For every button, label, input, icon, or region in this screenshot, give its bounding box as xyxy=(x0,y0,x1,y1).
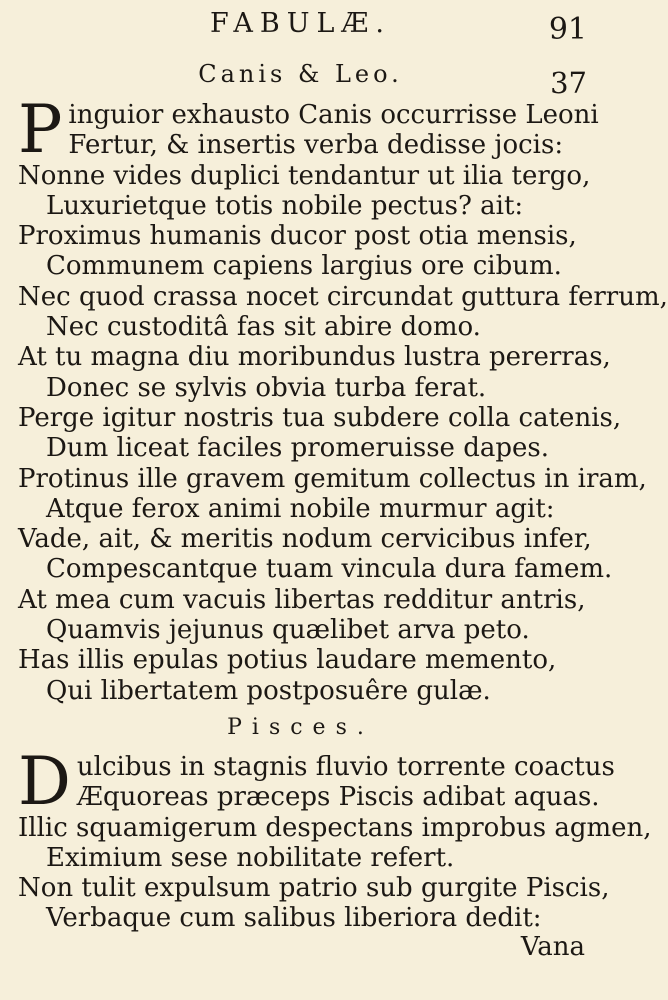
fable-title: Pisces. xyxy=(227,715,374,740)
poem-line: Non tulit expulsum patrio sub gurgite Piscis, xyxy=(18,873,610,904)
poem-line: Atque ferox animi nobile murmur agit: xyxy=(46,493,555,524)
poem-line: Fertur, & insertis verba dedisse jocis: xyxy=(68,130,564,161)
poem-line: Æquoreas præceps Piscis adibat aquas. xyxy=(76,782,600,813)
catchword: Vana xyxy=(520,932,585,962)
poem-line: inguior exhausto Canis occurrisse Leoni xyxy=(68,100,599,130)
poem-line: At tu magna diu moribundus lustra pererras, xyxy=(18,342,611,373)
poem-line: Has illis epulas potius laudare memento, xyxy=(18,645,557,676)
drop-cap: D xyxy=(18,743,71,820)
fable-title: Canis & Leo. xyxy=(198,60,403,88)
poem-line: Illic squamigerum despectans improbus agmen, xyxy=(18,812,652,843)
page-number: 91 xyxy=(548,12,587,47)
poem-line: Vade, ait, & meritis nodum cervicibus infer, xyxy=(18,524,592,555)
poem-line: ulcibus in stagnis fluvio torrente coactus xyxy=(76,752,615,782)
running-head: FABULÆ. xyxy=(209,8,392,39)
poem-line: Communem capiens largius ore cibum. xyxy=(46,251,562,282)
poem-line: Luxurietque totis nobile pectus? ait: xyxy=(46,190,524,221)
fable-poem xyxy=(18,91,668,706)
poem-line: Nec quod crassa nocet circundat guttura ferrum, xyxy=(18,281,668,312)
poem-line: At mea cum vacuis libertas redditur antris, xyxy=(18,584,586,615)
poem-line: Proximus humanis ducor post otia mensis, xyxy=(18,221,577,252)
fable-number: 37 xyxy=(550,66,587,100)
poem-line: Dum liceat faciles promeruisse dapes. xyxy=(46,433,549,464)
poem-line: Donec se sylvis obvia turba ferat. xyxy=(46,372,487,403)
poem-line: Protinus ille gravem gemitum collectus in iram, xyxy=(18,463,647,494)
drop-cap: P xyxy=(18,91,63,168)
poem-line: Compescantque tuam vincula dura famem. xyxy=(46,554,613,585)
fable-poem xyxy=(18,743,652,934)
poem-line: Nonne vides duplici tendantur ut ilia tergo, xyxy=(18,160,591,191)
poem-line: Nec custoditâ fas sit abire domo. xyxy=(46,312,481,343)
poem-line: Quamvis jejunus quælibet arva peto. xyxy=(46,615,530,646)
poem-line: Qui libertatem postposuêre gulæ. xyxy=(46,675,491,706)
poem-line: Eximium sese nobilitate refert. xyxy=(46,842,455,873)
poem-line: Perge igitur nostris tua subdere colla catenis, xyxy=(18,402,622,433)
poem-line: Verbaque cum salibus liberiora dedit: xyxy=(46,903,542,934)
